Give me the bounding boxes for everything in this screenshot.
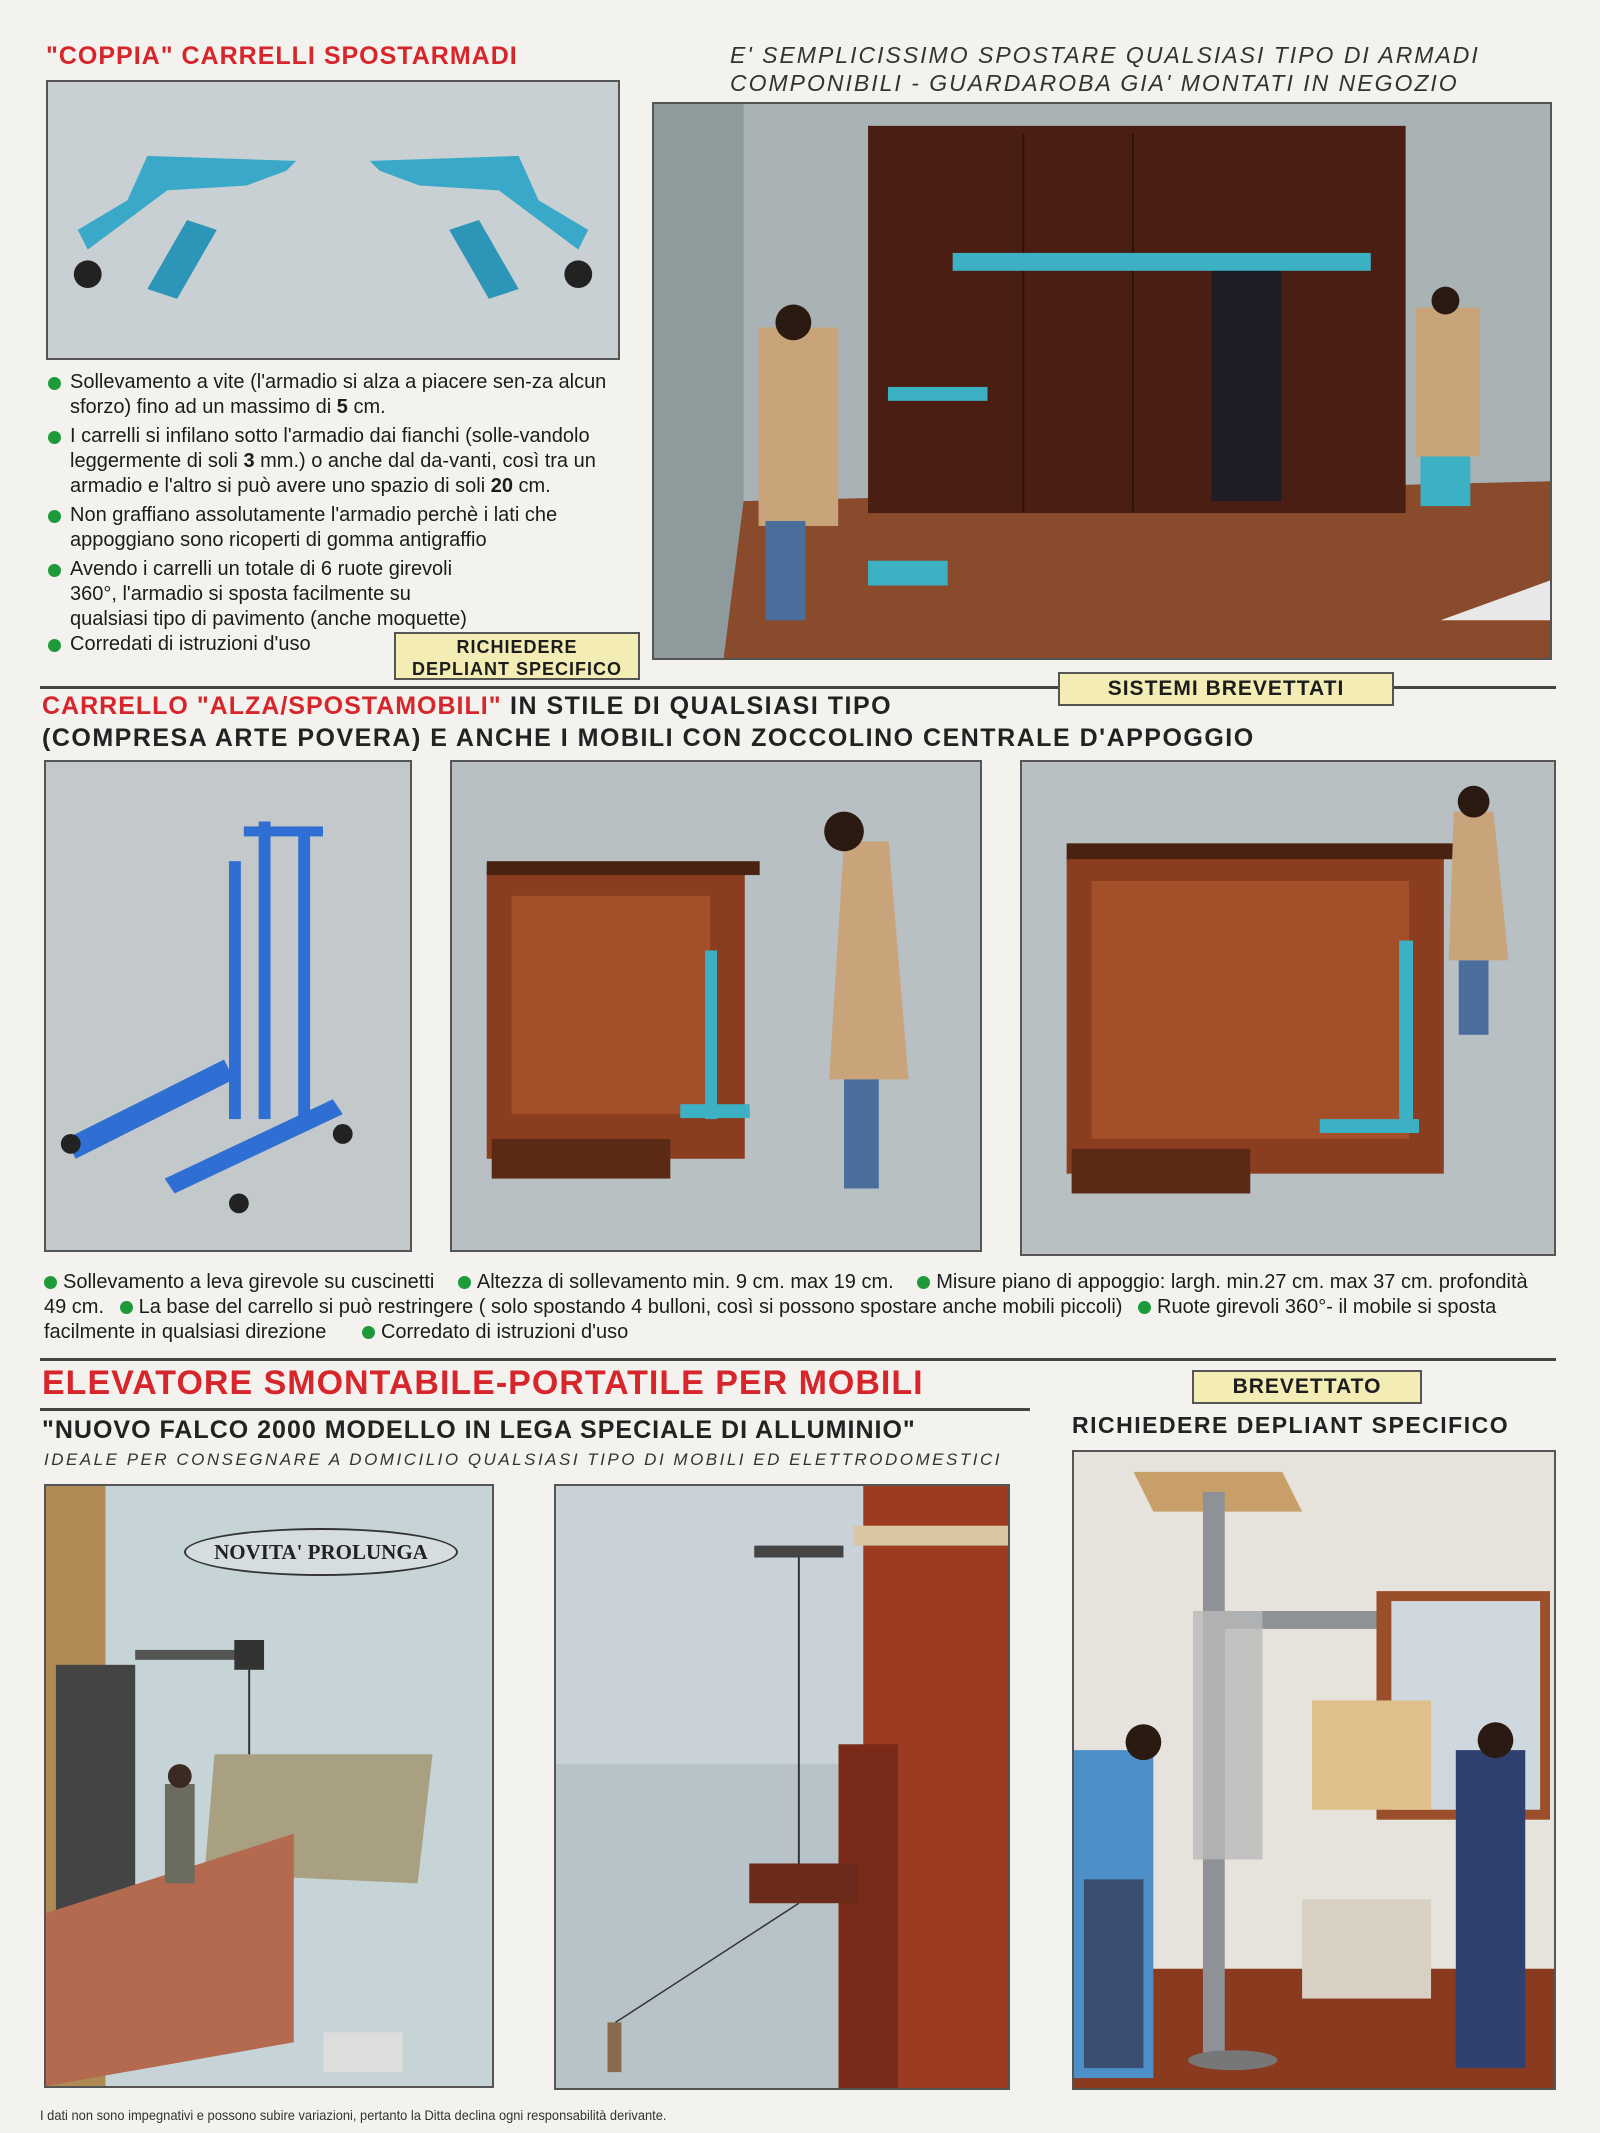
feature-no-scratch [46,503,626,553]
section1-headline-line1: E' SEMPLICISSIMO SPOSTARE QUALSIASI TIPO DI ARMADI [730,42,1480,68]
patented-tag: BREVETTATO [1192,1370,1422,1404]
tag-line2: DEPLIANT SPECIFICO [411,659,622,679]
feature-slide-under [46,424,626,499]
footer-disclaimer: I dati non sono impegnativi e possono subire variazioni, pertanto la Ditta declina ogni responsabilità derivante. [40,2107,667,2123]
bullet-dot [362,1326,375,1339]
feature-text: Sollevamento a vite (l'armadio si alza a piacere sen-za alcun sforzo) fino ad un massimo di [70,371,607,418]
section1-headline-line2: COMPONIBILI - GUARDAROBA GIA' MONTATI IN NEGOZIO [730,70,1459,96]
section2-title-rest: IN STILE DI QUALSIASI TIPO [501,692,893,720]
feature-wheels [46,557,490,632]
bullet-dot [44,1276,57,1289]
photo-lift-cart [44,760,412,1252]
section2-title-red: CARRELLO "ALZA/SPOSTAMOBILI" [42,692,502,720]
photo-elevator-balcony [44,1484,494,2088]
section1-title: "COPPIA" CARRELLI SPOSTARMADI [46,42,518,70]
section1-feature-list [46,370,626,657]
feature-number: 20 [490,475,513,497]
photo-elevator-building [554,1484,1010,2090]
section3-subtitle: "NUOVO FALCO 2000 MODELLO IN LEGA SPECIALE DI ALLUMINIO" [42,1416,916,1444]
feature-text: cm. [347,396,386,418]
feature-text: Non graffiano assolutamente l'armadio perchè i lati che appoggiano sono ricoperti di gomma antigraffio [70,504,558,551]
feature-text: Avendo i carrelli un totale di 6 ruote girevoli 360°, l'armadio si sposta facilmente su qualsiasi tipo di pavimento (anche moquette) [70,558,467,630]
bullet-dot [917,1276,930,1289]
bullet-dot [1138,1301,1151,1314]
patented-systems-tag: SISTEMI BREVETTATI [1058,672,1394,706]
feature-swivel-wheels: Ruote girevoli 360°- il mobile si sposta facilmente in qualsiasi direzione [44,1296,1497,1343]
feature-number: 5 [336,396,348,418]
photo-elevator-indoor [1072,1450,1556,2090]
feature-text: mm.) o anche dal da-vanti, così tra un armadio e l'altro si può avere uno spazio di soli [70,450,596,497]
feature-text: cm. [512,475,551,497]
section2-features [44,1270,1554,1345]
photo-wardrobe-moving [652,102,1552,660]
feature-number: 3 [243,450,255,472]
section2-title-line2: (COMPRESA ARTE POVERA) E ANCHE I MOBILI CON ZOCCOLINO CENTRALE D'APPOGGIO [42,724,1255,752]
feature-lift-height: Altezza di sollevamento min. 9 cm. max 19 cm. [476,1271,894,1293]
bullet-dot [458,1276,471,1289]
photo-cabinet-lift-2 [1020,760,1556,1256]
photo-cabinet-lift-1 [450,760,982,1252]
section-divider-2 [40,1358,1556,1361]
feature-lever-lift: Sollevamento a leva girevole su cuscinetti [63,1271,435,1293]
section2-title [42,692,892,721]
photo-cart-pair [46,80,620,360]
feature-base-narrow: La base del carrello si può restringere ( solo spostando 4 bulloni, così si possono spostare anche mobili piccoli) [138,1296,1123,1318]
section3-title-underline [40,1408,1030,1411]
feature-screw-lift [46,370,626,420]
feature-text: Corredati di istruzioni d'uso [70,633,311,655]
section3-title: ELEVATORE SMONTABILE-PORTATILE PER MOBILI [42,1364,924,1402]
bullet-dot [120,1301,133,1314]
novelty-badge [184,1528,458,1576]
feature-text: I carrelli si infilano sotto l'armadio dai fianchi (solle-vandolo leggermente di soli [70,425,590,472]
novelty-badge-label: NOVITA' PROLUNGA [214,1540,428,1564]
feature-platform-size: Misure piano di appoggio: largh. min.27 cm. max 37 cm. profondità 49 cm. [44,1271,1528,1318]
section3-request-brochure: RICHIEDERE DEPLIANT SPECIFICO [1072,1412,1510,1438]
request-brochure-tag [394,632,640,680]
section3-italic-line: IDEALE PER CONSEGNARE A DOMICILIO QUALSIASI TIPO DI MOBILI ED ELETTRODOMESTICI [44,1450,1002,1469]
feature-instructions-2: Corredato di istruzioni d'uso [380,1321,629,1343]
tag-line1: RICHIEDERE [456,637,578,657]
